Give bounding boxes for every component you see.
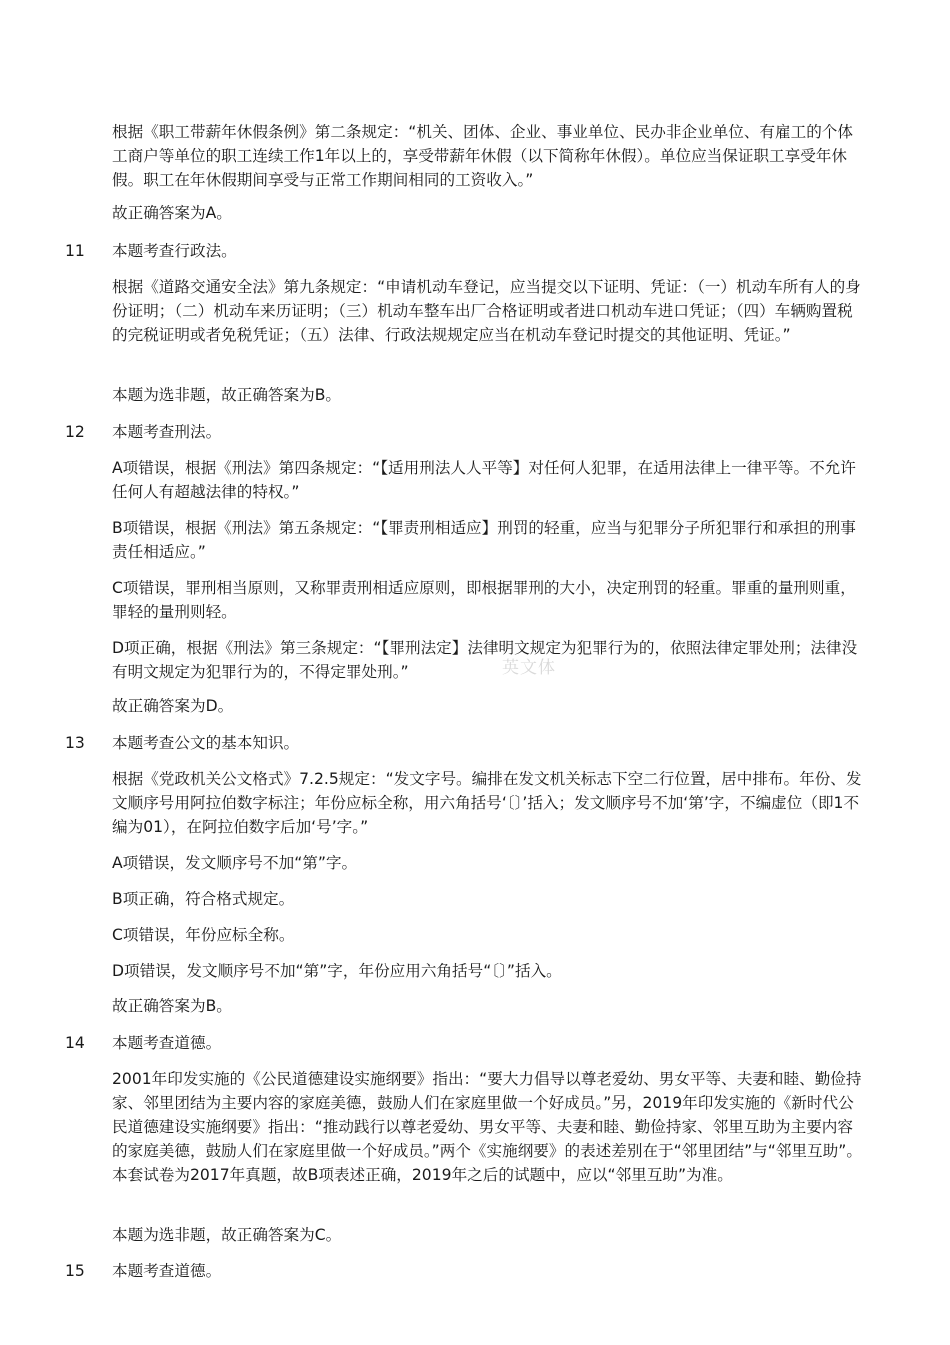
q11-answer: 本题为选非题，故正确答案为B。 bbox=[112, 386, 342, 404]
q12-option-a: A项错误，根据《刑法》第四条规定：“【适用刑法人人平等】对任何人犯罪，在适用法律上一律平等。不允许任何人有超越法律的特权。” bbox=[112, 459, 856, 501]
q14-paragraph: 2001年印发实施的《公民道德建设实施纲要》指出：“要大力倡导以尊老爱幼、男女平等、夫妻和睦、勤俭持家、邻里团结为主要内容的家庭美德，鼓励人们在家庭里做一个好成员。”另，2019年印发实施的《新时代公民道德建设实施纲要》指出：“推动践行以尊老爱幼、男女平等、夫妻和睦、勤俭持家、邻里互助为主要内容的家庭美德，鼓励人们在家庭里做一个好成员。”两个《实施纲要》的表述差别在于“邻里团结”与“邻里互助”。本套试卷为2017年真题，故B项表述正确，2019年之后的试题中，应以“邻里互助”为准。 bbox=[112, 1070, 862, 1184]
question-title: 本题考查刑法。 bbox=[112, 423, 222, 441]
q14-answer: 本题为选非题，故正确答案为C。 bbox=[112, 1226, 342, 1244]
q13-option-b: B项正确，符合格式规定。 bbox=[112, 890, 295, 908]
question-title: 本题考查道德。 bbox=[112, 1262, 222, 1280]
q13-option-c: C项错误，年份应标全称。 bbox=[112, 926, 295, 944]
q12-option-c: C项错误，罪刑相当原则，又称罪责刑相适应原则，即根据罪刑的大小，决定刑罚的轻重。罪重的量刑则重，罪轻的量刑则轻。 bbox=[112, 579, 856, 621]
question-title: 本题考查公文的基本知识。 bbox=[112, 734, 300, 752]
q11-paragraph: 根据《道路交通安全法》第九条规定：“申请机动车登记，应当提交以下证明、凭证：（一）机动车所有人的身份证明；（二）机动车来历证明；（三）机动车整车出厂合格证明或者进口机动车进口凭证；（四）车辆购置税的完税证明或者免税凭证；（五）法律、行政法规规定应当在机动车登记时提交的其他证明、凭证。” bbox=[112, 278, 861, 344]
q13-option-d: D项错误，发文顺序号不加“第”字，年份应用六角括号“〔〕”括入。 bbox=[112, 962, 562, 980]
q12-answer: 故正确答案为D。 bbox=[112, 697, 234, 715]
question-number: 15 bbox=[65, 1262, 85, 1280]
q13-answer: 故正确答案为B。 bbox=[112, 997, 232, 1015]
question-number: 11 bbox=[65, 242, 85, 260]
question-number: 13 bbox=[65, 734, 85, 752]
q12-option-b: B项错误，根据《刑法》第五条规定：“【罪责刑相适应】刑罚的轻重，应当与犯罪分子所犯罪行和承担的刑事责任相适应。” bbox=[112, 519, 856, 561]
q13-paragraph: 根据《党政机关公文格式》7.2.5规定：“发文字号。编排在发文机关标志下空二行位置，居中排布。年份、发文顺序号用阿拉伯数字标注；年份应标全称，用六角括号‘〔〕’括入；发文顺序号不加‘第’字，不编虚位（即1不编为01），在阿拉伯数字后加‘号’字。” bbox=[112, 770, 862, 836]
watermark-text: 英文体 bbox=[502, 658, 556, 678]
question-number: 12 bbox=[65, 423, 85, 441]
question-number: 14 bbox=[65, 1034, 85, 1052]
intro-answer: 故正确答案为A。 bbox=[112, 204, 232, 222]
question-title: 本题考查行政法。 bbox=[112, 242, 237, 260]
intro-paragraph: 根据《职工带薪年休假条例》第二条规定：“机关、团体、企业、事业单位、民办非企业单位、有雇工的个体工商户等单位的职工连续工作1年以上的，享受带薪年休假（以下简称年休假）。单位应当保证职工享受年休假。职工在年休假期间享受与正常工作期间相同的工资收入。” bbox=[112, 123, 853, 189]
q13-option-a: A项错误，发文顺序号不加“第”字。 bbox=[112, 854, 358, 872]
q12-option-d: D项正确，根据《刑法》第三条规定：“【罪刑法定】法律明文规定为犯罪行为的，依照法律定罪处刑；法律没有明文规定为犯罪行为的，不得定罪处刑。” bbox=[112, 639, 858, 681]
question-title: 本题考查道德。 bbox=[112, 1034, 222, 1052]
